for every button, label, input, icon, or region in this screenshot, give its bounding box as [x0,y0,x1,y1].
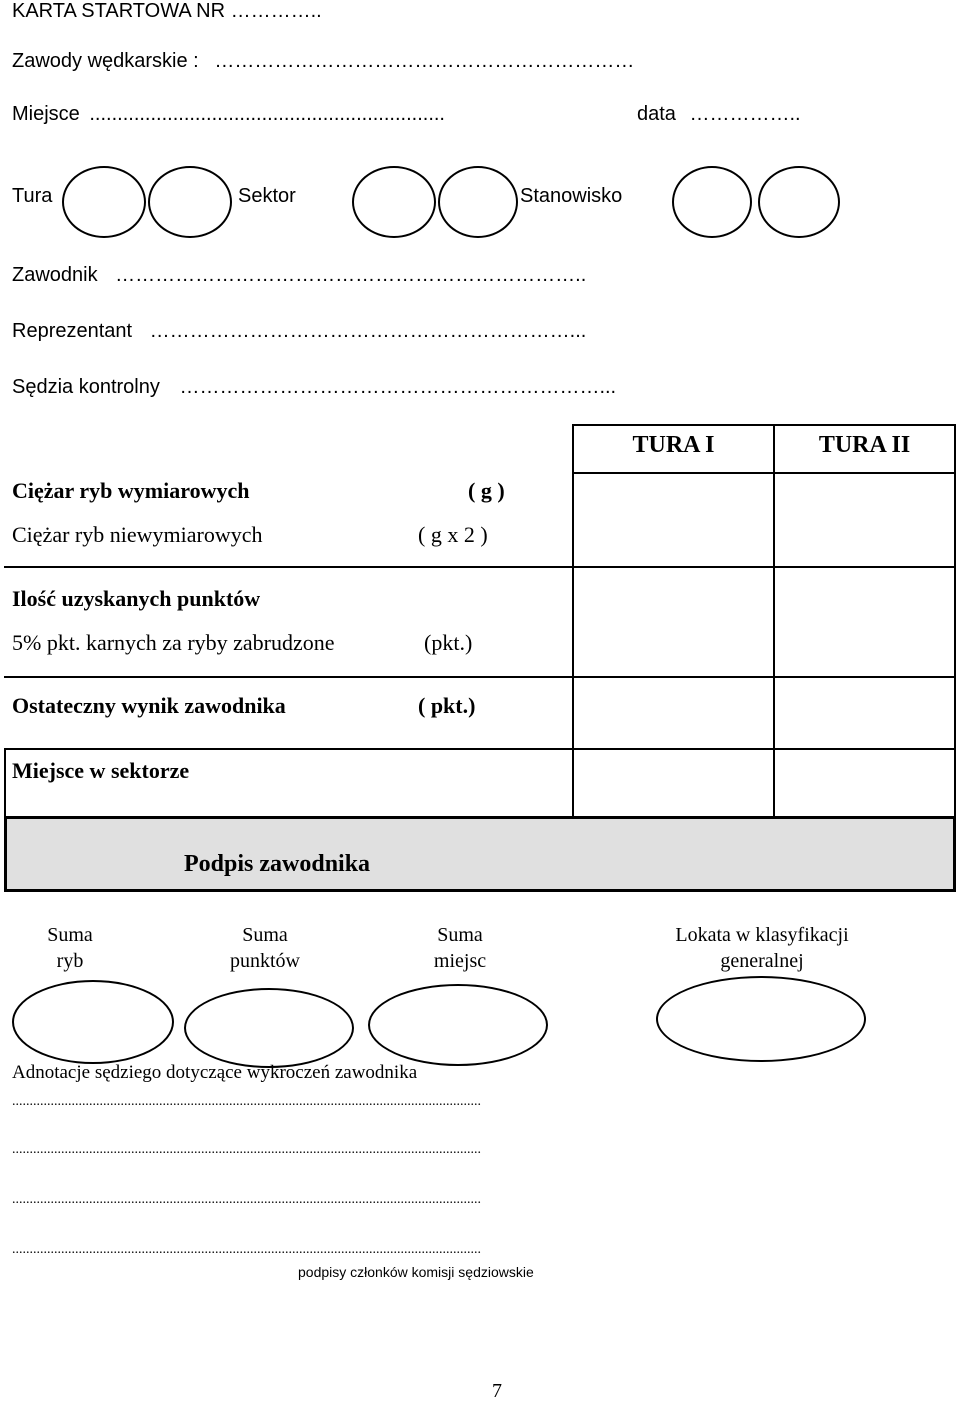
row-label-weight-undersized: Ciężar ryb niewymiarowych [12,522,263,547]
sum-fish-label [20,922,120,974]
place-field[interactable]: ................................................................ [89,103,445,125]
row-unit-penalty: (pkt.) [424,630,473,655]
table-line [572,424,574,816]
tura-oval-1[interactable] [62,166,146,238]
sum-places-oval[interactable] [368,984,548,1066]
competition-field[interactable]: ……………………………………………………… [214,50,635,72]
rank-line2: generalnej [720,950,804,972]
signature-cell[interactable] [4,816,956,892]
row-unit-weight-undersized: ( g x 2 ) [418,522,488,547]
sektor-oval-1[interactable] [352,166,436,238]
row-label-final: Ostateczny wynik zawodnika [12,693,286,718]
stanowisko-oval-2[interactable] [758,166,840,238]
sum-fish-oval[interactable] [12,980,174,1064]
notes-line-4[interactable]: ...................................................................................................................................... [12,1242,481,1257]
sum-points-oval[interactable] [184,988,354,1068]
representative-label: Reprezentant [12,320,133,342]
table-line [572,472,956,474]
sum-places-line1: Suma [437,924,483,946]
tura-label: Tura [12,185,53,207]
commission-signatures-caption: podpisy członków komisji sędziowskie [298,1264,534,1280]
place-label: Miejsce [12,103,80,125]
competitor-field[interactable]: …………………………………………………………….. [115,264,587,286]
rank-label [648,922,876,974]
representative-row [12,320,586,343]
row-label-weight-measured: Ciężar ryb wymiarowych [12,478,250,503]
sum-points-label [200,922,330,974]
sum-points-line2: punktów [230,950,300,972]
row-label-points: Ilość uzyskanych punktów [12,586,261,611]
notes-line-3[interactable]: ...................................................................................................................................... [12,1192,481,1207]
judge-row [12,376,616,399]
competitor-label: Zawodnik [12,264,98,286]
sum-places-line2: miejsc [433,950,487,972]
col-header-tura1: TURA I [632,432,715,458]
row-unit-weight-measured: ( g ) [468,478,505,503]
sektor-label: Sektor [238,185,296,207]
rank-oval[interactable] [656,976,866,1062]
table-line [4,748,956,750]
row-label-penalty: 5% pkt. karnych za ryby zabrudzone [12,630,335,655]
competition-label: Zawody wędkarskie : [12,50,199,72]
competition-row [12,50,634,73]
judge-field[interactable]: ………………………………………………………... [179,376,617,398]
stanowisko-label: Stanowisko [520,185,623,207]
page-number: 7 [492,1380,502,1402]
table-line [4,676,956,678]
date-row [637,103,801,126]
place-row [12,103,445,126]
card-title: KARTA STARTOWA NR ………….. [12,0,322,22]
row-unit-final: ( pkt.) [418,693,476,718]
table-line [4,566,956,568]
table-line [572,424,956,426]
sum-points-line1: Suma [242,924,288,946]
rank-line1: Lokata w klasyfikacji [675,924,849,946]
col-header-tura2: TURA II [818,432,911,458]
tura-oval-2[interactable] [148,166,232,238]
sum-fish-line2: ryb [56,950,84,972]
sektor-oval-2[interactable] [438,166,518,238]
notes-line-1[interactable]: ...................................................................................................................................... [12,1094,481,1109]
sum-fish-line1: Suma [47,924,93,946]
date-label: data [637,103,676,125]
judge-label: Sędzia kontrolny [12,376,160,398]
stanowisko-oval-1[interactable] [672,166,752,238]
notes-line-2[interactable]: ...................................................................................................................................... [12,1142,481,1157]
representative-field[interactable]: ………………………………………………………... [149,320,587,342]
notes-label: Adnotacje sędziego dotyczące wykroczeń zawodnika [12,1062,418,1083]
competitor-row [12,264,586,287]
table-line [773,424,775,816]
date-field[interactable]: …………….. [689,103,801,125]
row-label-signature: Podpis zawodnika [184,851,371,877]
row-label-place: Miejsce w sektorze [12,758,190,783]
sum-places-label [400,922,520,974]
